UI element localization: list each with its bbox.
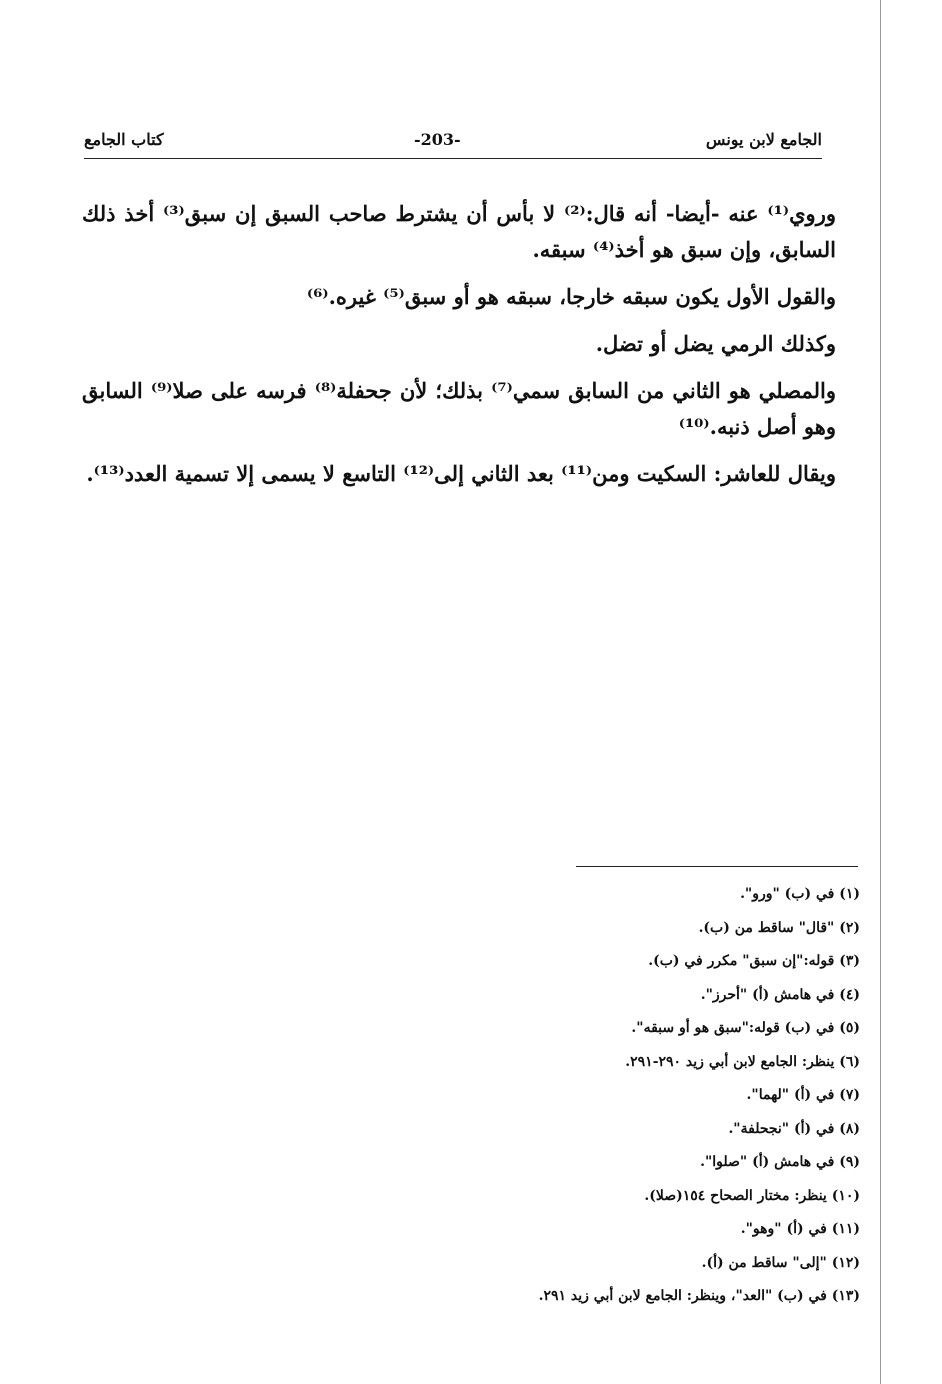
- footnote-separator: [576, 866, 858, 867]
- header-rule: [84, 158, 822, 159]
- page-edge-line: [880, 0, 881, 1384]
- header-work-title: الجامع لابن يونس: [705, 130, 822, 149]
- paragraph: وكذلك الرمي يضل أو تضل.: [595, 331, 836, 356]
- footnote: (١٠) ينظر: مختار الصحاح ١٥٤(صلا).: [644, 1187, 860, 1204]
- footnote: (١٣) في (ب) "العد"، وينظر: الجامع لابن أبي زيد ٢٩١.: [538, 1288, 860, 1304]
- footnote: (١١) في (أ) "وهو".: [740, 1221, 860, 1237]
- paragraph: والمصلي هو الثاني من السابق سمي⁽⁷⁾ بذلك؛ لأن جحفلة⁽⁸⁾ فرسه على صلا⁽⁹⁾ السابق وهو أصل ذنبه.⁽¹⁰⁾: [82, 378, 836, 439]
- header-book-title: كتاب الجامع: [84, 130, 164, 149]
- running-header: [84, 130, 822, 156]
- footnote: (٩) في هامش (أ) "صلوا".: [700, 1154, 860, 1170]
- paragraph: والقول الأول يكون سبقه خارجا، سبقه هو أو سبق⁽⁵⁾ غيره.⁽⁶⁾: [306, 284, 836, 309]
- footnote: (١٢) "إلى" ساقط من (أ).: [701, 1254, 860, 1271]
- footnote: (٥) في (ب) قوله:"سبق هو أو سبقه".: [631, 1020, 860, 1036]
- footnote: (٣) قوله:"إن سبق" مكرر في (ب).: [648, 953, 860, 969]
- footnote: (٧) في (أ) "لهما".: [746, 1087, 860, 1103]
- page-number: -203-: [414, 130, 461, 149]
- footnote: (٢) "قال" ساقط من (ب).: [698, 919, 860, 936]
- footnote: (١) في (ب) "ورو".: [740, 886, 860, 902]
- footnote: (٦) ينظر: الجامع لابن أبي زيد ٢٩٠-٢٩١.: [625, 1053, 860, 1070]
- paragraph: وروي⁽¹⁾ عنه -أيضا- أنه قال:⁽²⁾ لا بأس أن يشترط صاحب السبق إن سبق⁽³⁾ أخذ ذلك السابق، وإن سبق هو أخذ⁽⁴⁾ سبقه.: [82, 201, 836, 262]
- footnote: (٨) في (أ) "نجحلفة".: [728, 1120, 860, 1137]
- main-text: [82, 196, 858, 503]
- footnote: (٤) في هامش (أ) "أحرز".: [700, 986, 860, 1003]
- footnotes: [300, 878, 860, 1314]
- paragraph: ويقال للعاشر: السكيت ومن⁽¹¹⁾ بعد الثاني إلى⁽¹²⁾ التاسع لا يسمى إلا تسمية العدد⁽¹³⁾.: [86, 461, 836, 486]
